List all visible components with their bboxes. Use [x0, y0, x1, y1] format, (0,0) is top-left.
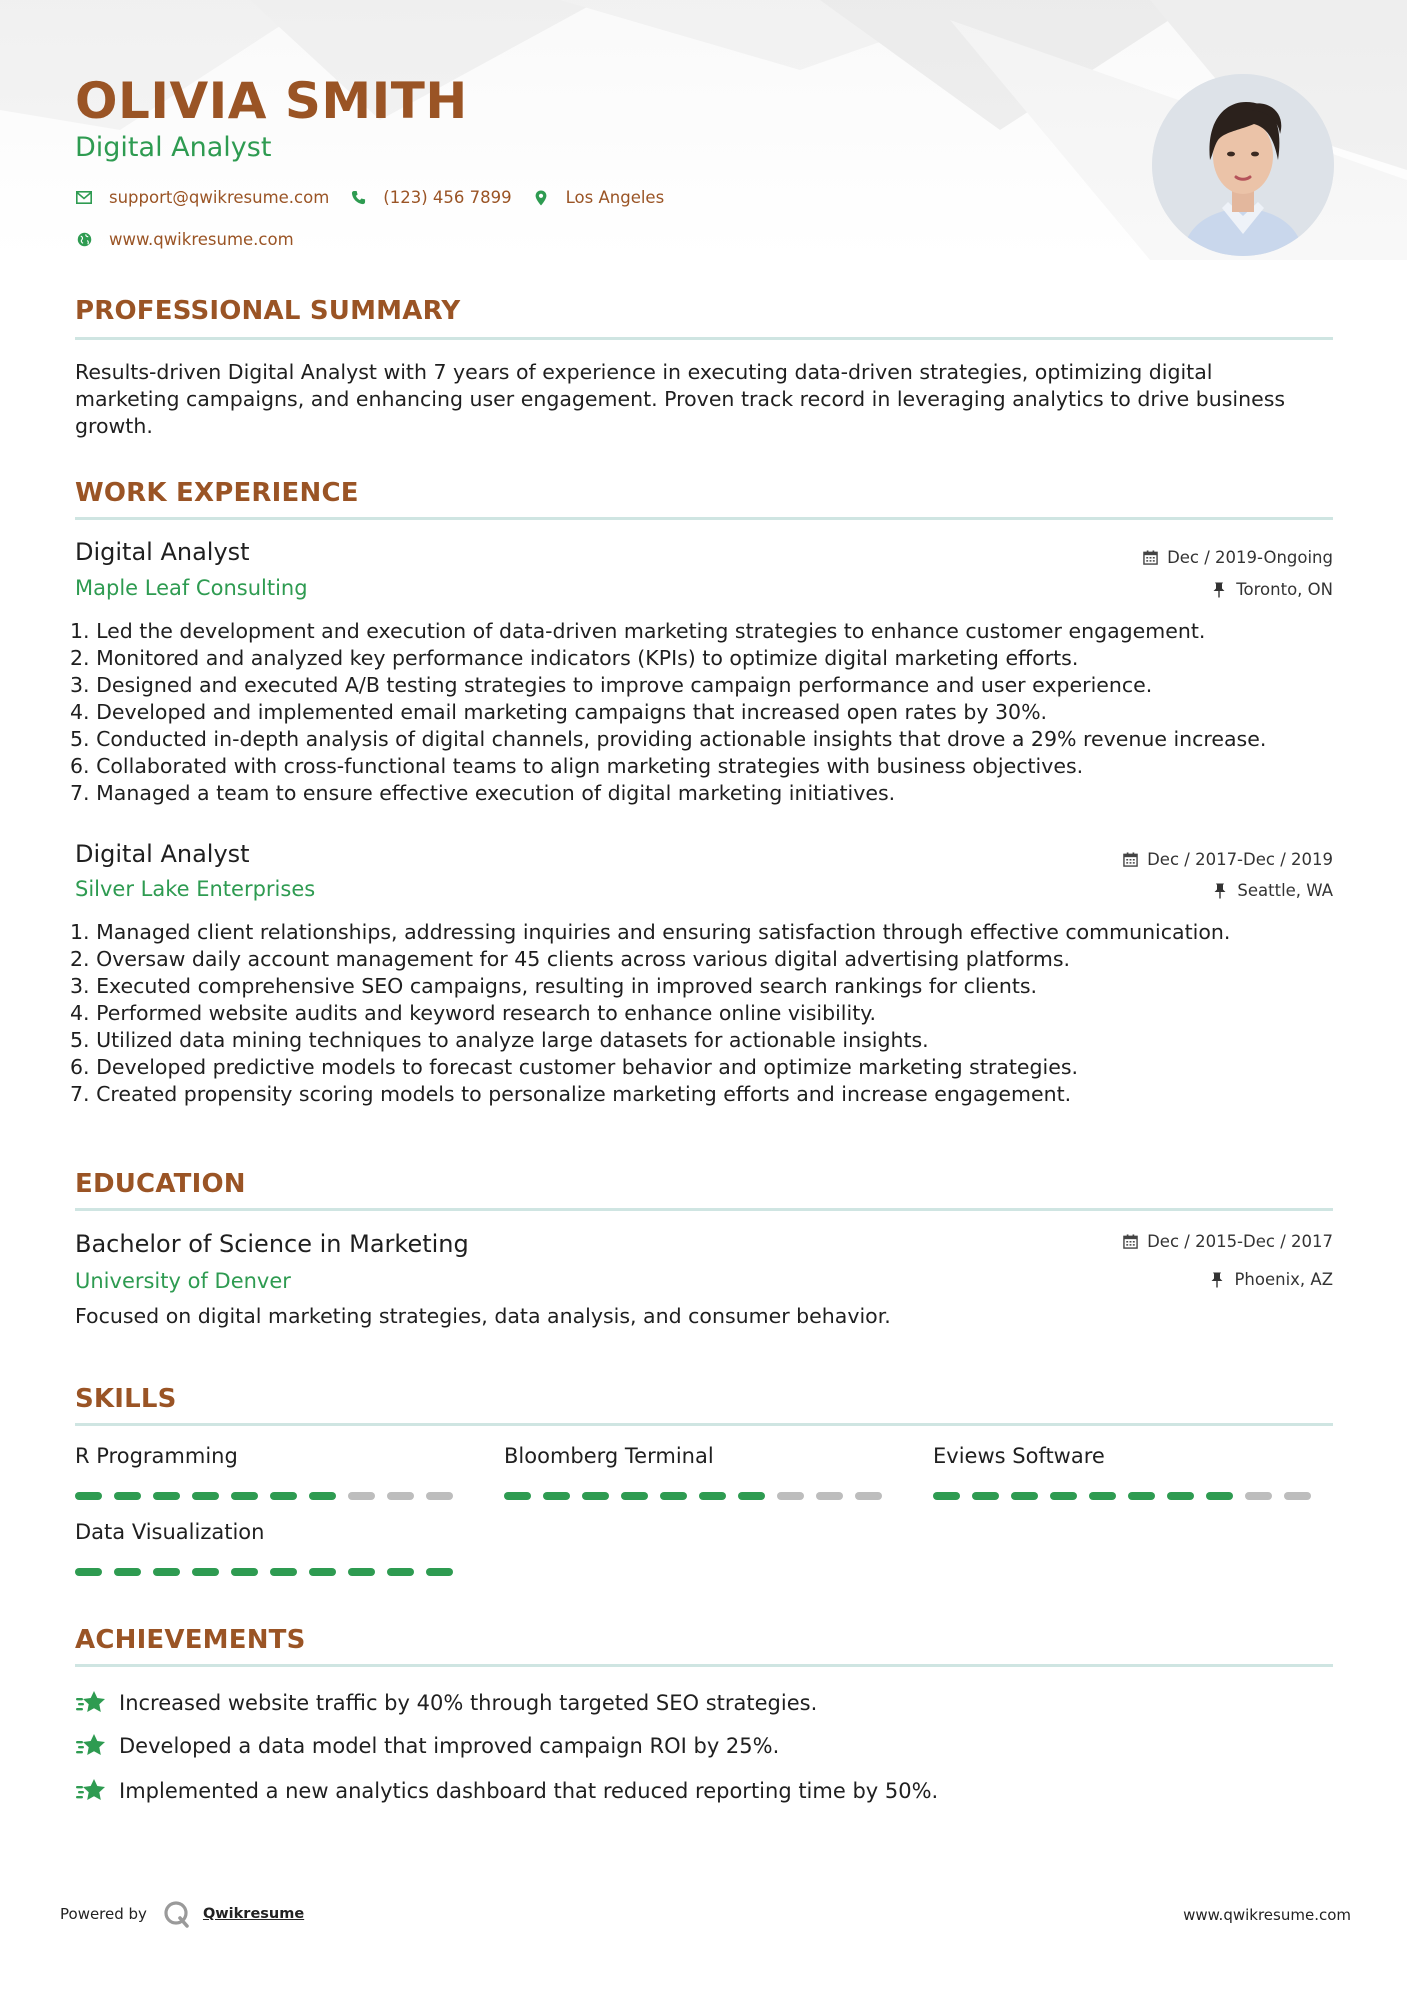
education-dates-text: Dec / 2015-Dec / 2017: [1147, 1232, 1333, 1251]
achievement-item: [75, 1731, 779, 1761]
section-divider: [75, 1208, 1333, 1211]
skill-segment-filled: [699, 1492, 726, 1500]
location-text: Los Angeles: [565, 188, 665, 207]
pushpin-icon: [1213, 883, 1229, 899]
skill-item: [504, 1444, 884, 1472]
skill-segment-filled: [1089, 1492, 1116, 1500]
company-name: Maple Leaf Consulting: [75, 576, 308, 600]
skill-segment-empty: [855, 1492, 882, 1500]
skill-segment-filled: [114, 1568, 141, 1576]
skill-item: [933, 1444, 1313, 1472]
skill-segment-filled: [153, 1568, 180, 1576]
skill-segment-filled: [1167, 1492, 1194, 1500]
section-divider: [75, 517, 1333, 520]
skill-segment-filled: [738, 1492, 765, 1500]
skill-segment-empty: [1245, 1492, 1272, 1500]
skill-segment-filled: [582, 1492, 609, 1500]
candidate-name: OLIVIA SMITH: [75, 72, 468, 130]
skill-segment-filled: [504, 1492, 531, 1500]
experience-heading: WORK EXPERIENCE: [75, 478, 359, 508]
skill-segment-filled: [309, 1568, 336, 1576]
list-item: 7. Created propensity scoring models to personalize marketing efforts and increase engagement.: [70, 1082, 1072, 1106]
skill-segment-filled: [192, 1568, 219, 1576]
job-dates: [1123, 850, 1333, 869]
skill-name: R Programming: [75, 1444, 238, 1468]
phone-text: (123) 456 7899: [383, 188, 512, 207]
skill-segment-filled: [231, 1568, 258, 1576]
contact-email[interactable]: [75, 188, 329, 207]
list-item: 5. Utilized data mining techniques to analyze large datasets for actionable insights.: [70, 1028, 929, 1052]
skill-segment-filled: [621, 1492, 648, 1500]
skill-segment-filled: [348, 1568, 375, 1576]
skill-segment-filled: [231, 1492, 258, 1500]
map-pin-icon: [532, 189, 550, 207]
list-item: 2. Monitored and analyzed key performance indicators (KPIs) to optimize digital marketing efforts.: [70, 646, 1079, 670]
calendar-icon: [1123, 1234, 1139, 1250]
skill-segment-filled: [933, 1492, 960, 1500]
contact-row: [75, 188, 684, 207]
skill-level-bar: [504, 1492, 894, 1500]
skill-name: Bloomberg Terminal: [504, 1444, 714, 1468]
job-location: [1213, 881, 1333, 900]
profile-photo: [1152, 74, 1334, 256]
skill-segment-filled: [1128, 1492, 1155, 1500]
qwikresume-link[interactable]: Qwikresume: [202, 1906, 305, 1922]
website-text: www.qwikresume.com: [109, 230, 294, 249]
pushpin-icon: [1212, 582, 1228, 598]
qwikresume-logo: [163, 1900, 191, 1928]
achievement-text: Developed a data model that improved campaign ROI by 25%.: [119, 1734, 780, 1758]
list-item: 1. Led the development and execution of data-driven marketing strategies to enhance customer engagement.: [70, 619, 1206, 643]
skill-level-bar: [933, 1492, 1323, 1500]
achievements-heading: ACHIEVEMENTS: [75, 1625, 306, 1655]
skill-segment-filled: [153, 1492, 180, 1500]
envelope-icon: [75, 189, 93, 207]
footer-powered-by: [60, 1900, 304, 1928]
job-dates-text: Dec / 2017-Dec / 2019: [1147, 850, 1333, 869]
skill-item: [75, 1520, 455, 1548]
achievement-text: Increased website traffic by 40% through targeted SEO strategies.: [119, 1691, 818, 1715]
skill-item: [75, 1444, 455, 1472]
summary-heading: PROFESSIONAL SUMMARY: [75, 296, 461, 326]
skill-segment-filled: [543, 1492, 570, 1500]
job-bullets: [70, 618, 1350, 807]
summary-line: marketing campaigns, and enhancing user engagement. Proven track record in leveraging analytics to drive business: [75, 387, 1286, 411]
list-item: 2. Oversaw daily account management for 45 clients across various digital advertising platforms.: [70, 947, 1071, 971]
list-item: 3. Executed comprehensive SEO campaigns, resulting in improved search rankings for clients.: [70, 974, 1038, 998]
job-dates: [1143, 548, 1333, 567]
summary-line: Results-driven Digital Analyst with 7 years of experience in executing data-driven strategies, optimizing digital: [75, 360, 1213, 384]
skill-segment-empty: [1284, 1492, 1311, 1500]
footer-website[interactable]: www.qwikresume.com: [1183, 1906, 1351, 1924]
achievement-item: [75, 1776, 938, 1806]
list-item: 1. Managed client relationships, addressing inquiries and ensuring satisfaction through effective communication.: [70, 920, 1231, 944]
contact-website[interactable]: [75, 230, 294, 249]
job-dates-text: Dec / 2019-Ongoing: [1167, 548, 1333, 567]
pushpin-icon: [1210, 1272, 1226, 1288]
skill-level-bar: [75, 1568, 465, 1576]
star-icon: [75, 1731, 109, 1761]
school-name: University of Denver: [75, 1269, 291, 1293]
skill-segment-filled: [309, 1492, 336, 1500]
skill-segment-filled: [1206, 1492, 1233, 1500]
job-title: Digital Analyst: [75, 538, 250, 566]
contact-phone[interactable]: [349, 188, 511, 207]
skill-segment-filled: [75, 1568, 102, 1576]
skill-name: Eviews Software: [933, 1444, 1105, 1468]
skill-segment-filled: [660, 1492, 687, 1500]
job-location: [1212, 580, 1333, 599]
phone-icon: [349, 189, 367, 207]
skill-segment-filled: [75, 1492, 102, 1500]
degree-title: Bachelor of Science in Marketing: [75, 1230, 469, 1258]
skill-segment-filled: [192, 1492, 219, 1500]
section-divider: [75, 1423, 1333, 1426]
achievement-item: [75, 1688, 817, 1718]
skill-level-bar: [75, 1492, 465, 1500]
education-location: [1210, 1270, 1333, 1289]
list-item: 4. Developed and implemented email marketing campaigns that increased open rates by 30%.: [70, 700, 1048, 724]
skill-segment-filled: [1050, 1492, 1077, 1500]
skill-segment-filled: [387, 1568, 414, 1576]
summary-line: growth.: [75, 414, 153, 438]
list-item: 7. Managed a team to ensure effective execution of digital marketing initiatives.: [70, 781, 896, 805]
skill-segment-empty: [387, 1492, 414, 1500]
job-location-text: Seattle, WA: [1237, 881, 1333, 900]
star-icon: [75, 1688, 109, 1718]
achievement-text: Implemented a new analytics dashboard that reduced reporting time by 50%.: [119, 1779, 939, 1803]
company-name: Silver Lake Enterprises: [75, 877, 316, 901]
list-item: 3. Designed and executed A/B testing strategies to improve campaign performance and user experience.: [70, 673, 1153, 697]
job-title: Digital Analyst: [75, 840, 250, 868]
skill-segment-empty: [426, 1492, 453, 1500]
skill-segment-filled: [1011, 1492, 1038, 1500]
list-item: 5. Conducted in-depth analysis of digital channels, providing actionable insights that drove a 29% revenue increase.: [70, 727, 1267, 751]
skill-segment-empty: [348, 1492, 375, 1500]
education-heading: EDUCATION: [75, 1169, 246, 1199]
section-divider: [75, 1664, 1333, 1667]
skill-segment-empty: [777, 1492, 804, 1500]
list-item: 6. Collaborated with cross-functional teams to align marketing strategies with business objectives.: [70, 754, 1084, 778]
skill-segment-empty: [816, 1492, 843, 1500]
profile-photo-illustration: [1152, 74, 1334, 256]
list-item: 4. Performed website audits and keyword research to enhance online visibility.: [70, 1001, 876, 1025]
education-location-text: Phoenix, AZ: [1234, 1270, 1333, 1289]
calendar-icon: [1123, 852, 1139, 868]
job-location-text: Toronto, ON: [1236, 580, 1333, 599]
powered-by-label: Powered by: [60, 1905, 147, 1923]
skill-segment-filled: [270, 1568, 297, 1576]
skill-segment-filled: [972, 1492, 999, 1500]
email-text: support@qwikresume.com: [109, 188, 330, 207]
summary-text: [75, 359, 1335, 440]
skill-segment-filled: [270, 1492, 297, 1500]
education-description: Focused on digital marketing strategies, data analysis, and consumer behavior.: [75, 1304, 891, 1328]
skill-segment-filled: [114, 1492, 141, 1500]
skill-segment-filled: [426, 1568, 453, 1576]
education-dates: [1123, 1232, 1333, 1251]
calendar-icon: [1143, 550, 1159, 566]
globe-icon: [75, 231, 93, 249]
contact-row-website: [75, 230, 314, 249]
section-divider: [75, 337, 1333, 340]
skills-heading: SKILLS: [75, 1384, 177, 1414]
job-bullets: [70, 919, 1350, 1108]
list-item: 6. Developed predictive models to forecast customer behavior and optimize marketing strategies.: [70, 1055, 1079, 1079]
contact-location: [532, 188, 665, 207]
candidate-title: Digital Analyst: [75, 132, 272, 163]
star-icon: [75, 1776, 109, 1806]
skill-name: Data Visualization: [75, 1520, 265, 1544]
